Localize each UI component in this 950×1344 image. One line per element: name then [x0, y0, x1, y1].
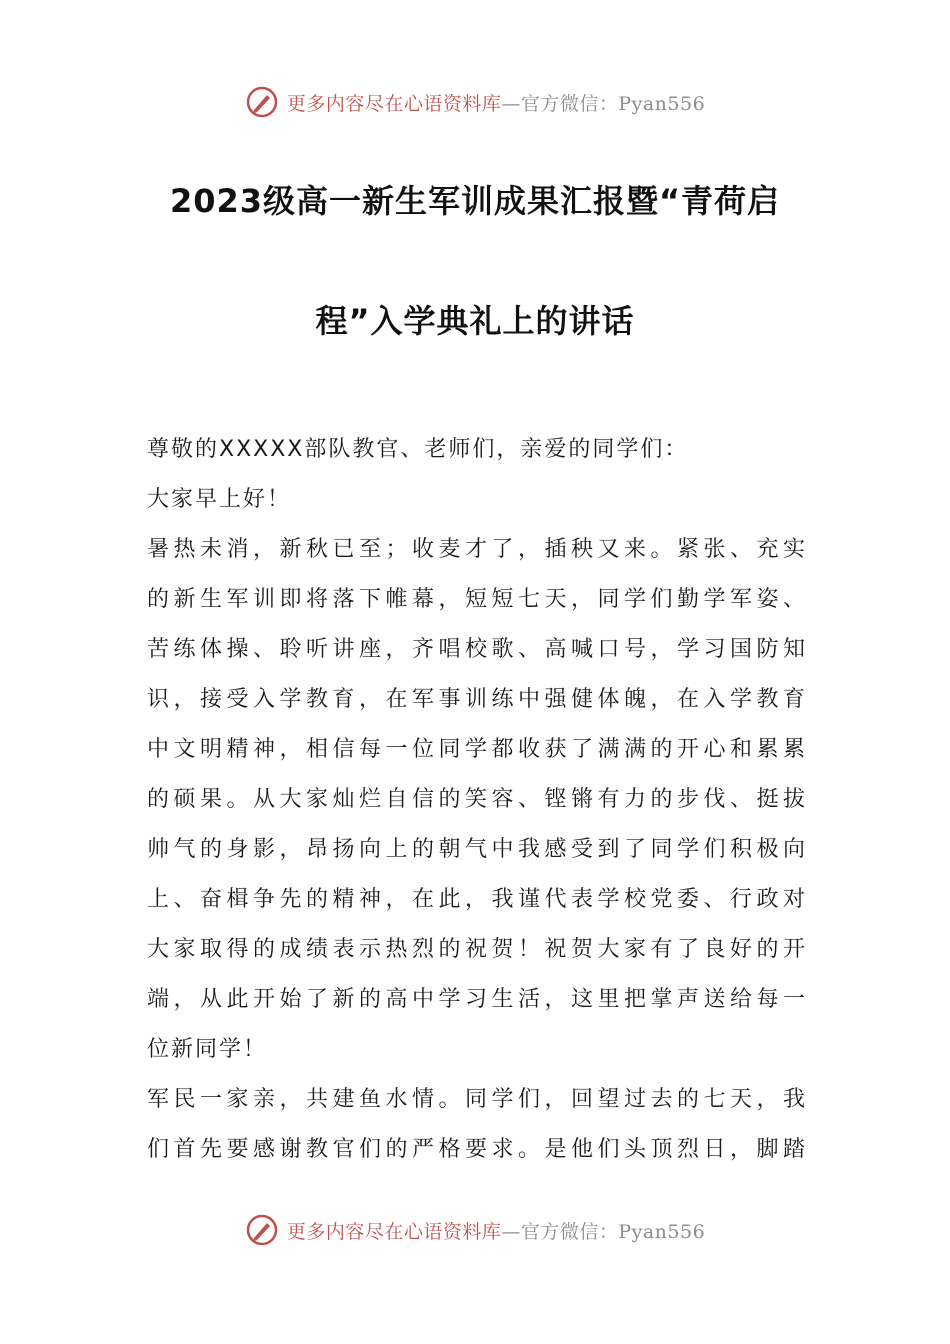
document-title-line-1: 2023级高一新生军训成果汇报暨“青荷启 — [169, 182, 781, 220]
watermark-text: 更多内容尽在心语资料库—官方微信：Pyan556 — [286, 1220, 706, 1243]
body-line: 中文明精神，相信每一位同学都收获了满满的开心和累累 — [147, 737, 805, 762]
header-watermark — [0, 82, 950, 122]
body-line: 大家取得的成绩表示热烈的祝贺！祝贺大家有了良好的开 — [147, 937, 805, 962]
body-line: 端，从此开始了新的高中学习生活，这里把掌声送给每一 — [147, 987, 805, 1012]
body-line: 识，接受入学教育，在军事训练中强健体魄，在入学教育 — [147, 687, 805, 712]
pen-circle-icon — [245, 1213, 279, 1247]
footer-watermark — [0, 1210, 950, 1250]
body-line: 上、奋楫争先的精神，在此，我谨代表学校党委、行政对 — [147, 887, 805, 912]
body-line: 帅气的身影，昂扬向上的朝气中我感受到了同学们积极向 — [147, 837, 805, 862]
document-title-line-2: 程”入学典礼上的讲话 — [315, 302, 635, 340]
body-line: 们首先要感谢教官们的严格要求。是他们头顶烈日，脚踏 — [147, 1137, 805, 1162]
document-body — [147, 425, 805, 1175]
watermark-text: 更多内容尽在心语资料库—官方微信：Pyan556 — [286, 92, 706, 115]
pen-circle-icon — [245, 85, 279, 119]
body-line: 的新生军训即将落下帷幕，短短七天，同学们勤学军姿、 — [147, 587, 805, 612]
body-line: 军民一家亲，共建鱼水情。同学们，回望过去的七天，我 — [147, 1087, 805, 1112]
body-line-greeting: 尊敬的XXXXX部队教官、老师们，亲爱的同学们： — [147, 437, 689, 462]
body-line: 苦练体操、聆听讲座，齐唱校歌、高喊口号，学习国防知 — [147, 637, 805, 662]
body-line: 的硕果。从大家灿烂自信的笑容、铿锵有力的步伐、挺拔 — [147, 787, 805, 812]
body-line: 位新同学！ — [147, 1037, 268, 1062]
body-line: 暑热未消，新秋已至；收麦才了，插秧又来。紧张、充实 — [147, 537, 805, 562]
body-line-morning: 大家早上好！ — [147, 487, 292, 512]
